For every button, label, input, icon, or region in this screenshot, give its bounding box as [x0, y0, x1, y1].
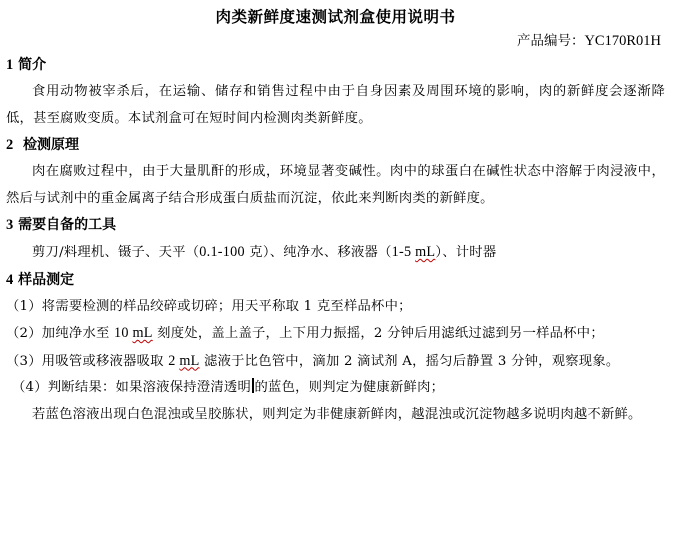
step-4-continuation: 若蓝色溶液出现白色混浊或呈胶胨状，则判定为非健康新鲜肉，越混浊或沉淀物越多说明肉越不新鲜。: [32, 406, 642, 422]
section-heading-sample-test: 4 样品测定: [6, 271, 75, 288]
section-heading-intro: 1 简介: [6, 57, 47, 73]
intro-paragraph: 食用动物被宰杀后，在运输、储存和销售过程中由于自身因素及周围环境的影响，肉的新鲜度会逐渐降低，甚至腐败变质。本试剂盒可在短时间内检测肉类新鲜度。: [6, 84, 665, 126]
text-cursor[interactable]: [252, 378, 254, 393]
step-3: （3）用吸管或移液器吸取 2 mL 滤液于比色管中，滴加 2 滴试剂 A，摇匀后静置 3 分钟，观察现象。: [6, 352, 620, 369]
product-code-value: YC170R01H: [584, 33, 661, 49]
principle-paragraph: 肉在腐败过程中，由于大量肌酐的形成，环境显著变碱性。肉中的球蛋白在碱性状态中溶解于肉浸液中，然后与试剂中的重金属离子结合形成蛋白质盐而沉淀，依此来判断肉类的新鲜度。: [6, 164, 665, 206]
product-code: [6, 30, 665, 52]
spellcheck-mark: mL: [415, 244, 436, 260]
step-1: （1）将需要检测的样品绞碎或切碎；用天平称取 1 克至样品杯中；: [6, 298, 412, 314]
step-2: （2）加纯净水至 10 mL 刻度处，盖上盖子，上下用力振摇，2 分钟后用滤纸过滤到另一样品杯中；: [6, 325, 604, 341]
section-heading-tools: 3 需要自备的工具: [6, 217, 117, 233]
product-code-label: 产品编号：: [516, 33, 585, 49]
document-title: 肉类新鲜度速测试剂盒使用说明书: [215, 7, 456, 26]
step-4: （4）判断结果：如果溶液保持澄清透明 的蓝色，则判定为健康新鲜肉；: [12, 380, 445, 395]
spellcheck-mark: mL: [179, 352, 200, 369]
spellcheck-mark: mL: [132, 325, 153, 341]
tools-paragraph: 剪刀/料理机、镊子、天平（0.1-100 克）、纯净水、移液器（1-5 mL）、计时器: [32, 244, 497, 260]
section-heading-principle: 2 检测原理: [6, 137, 79, 153]
